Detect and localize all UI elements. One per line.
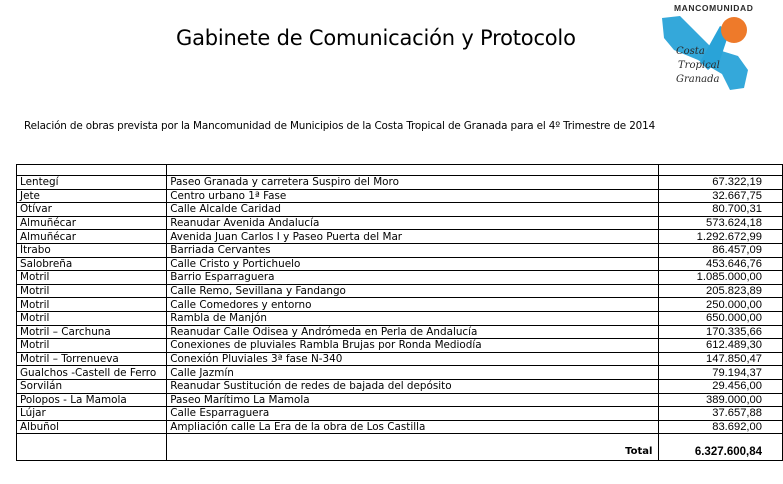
amount-cell: 29.456,00	[659, 379, 783, 393]
table-row	[17, 257, 783, 271]
work-cell: Barrio Esparraguera	[167, 271, 659, 285]
table-row	[17, 230, 783, 244]
work-cell: Calle Cristo y Portichuelo	[167, 257, 659, 271]
table-row	[17, 284, 783, 298]
work-cell: Paseo Granada y carretera Suspiro del Moro	[167, 176, 659, 190]
amount-cell: 37.657,88	[659, 407, 783, 421]
table-row	[17, 311, 783, 325]
amount-cell: 80.700,31	[659, 203, 783, 217]
logo-word-costa: Costa	[676, 46, 705, 57]
work-cell: Reanudar Sustitución de redes de bajada del depósito	[167, 379, 659, 393]
amount-cell: 83.692,00	[659, 420, 783, 434]
table-row	[17, 298, 783, 312]
municipality-cell: Motril	[17, 311, 167, 325]
logo-caption: MANCOMUNIDAD	[674, 3, 754, 13]
amount-cell: 453.646,76	[659, 257, 783, 271]
municipality-cell: Albuñol	[17, 420, 167, 434]
works-table	[16, 164, 783, 461]
table-row	[17, 393, 783, 407]
work-cell: Paseo Marítimo La Mamola	[167, 393, 659, 407]
work-cell: Ampliación calle La Era de la obra de Los Castilla	[167, 420, 659, 434]
work-cell: Centro urbano 1ª Fase	[167, 189, 659, 203]
municipality-cell: Motril	[17, 284, 167, 298]
table-row	[17, 243, 783, 257]
amount-cell: 1.085.000,00	[659, 271, 783, 285]
municipality-cell: Motril – Carchuna	[17, 325, 167, 339]
total-label: Total	[167, 434, 659, 461]
municipality-cell: Jete	[17, 189, 167, 203]
amount-cell: 573.624,18	[659, 216, 783, 230]
municipality-cell: Sorvilán	[17, 379, 167, 393]
municipality-cell: Almuñécar	[17, 230, 167, 244]
amount-cell: 79.194,37	[659, 366, 783, 380]
total-value: 6.327.600,84	[659, 434, 783, 461]
work-cell: Conexión Pluviales 3ª fase N-340	[167, 352, 659, 366]
amount-cell: 86.457,09	[659, 243, 783, 257]
table-row	[17, 420, 783, 434]
logo-word-granada: Granada	[676, 74, 720, 85]
municipality-cell: Motril	[17, 339, 167, 353]
table-row	[17, 339, 783, 353]
amount-cell: 170.335,66	[659, 325, 783, 339]
work-cell: Calle Jazmín	[167, 366, 659, 380]
work-cell: Reanudar Avenida Andalucía	[167, 216, 659, 230]
amount-cell: 1.292.672,99	[659, 230, 783, 244]
table-row	[17, 325, 783, 339]
work-cell: Calle Esparraguera	[167, 407, 659, 421]
municipality-cell: Almuñécar	[17, 216, 167, 230]
work-cell: Rambla de Manjón	[167, 311, 659, 325]
amount-cell: 612.489,30	[659, 339, 783, 353]
logo-word-tropical: Tropical	[678, 60, 720, 71]
municipality-cell: Motril	[17, 271, 167, 285]
amount-cell: 250.000,00	[659, 298, 783, 312]
page-title: Gabinete de Comunicación y Protocolo	[176, 26, 576, 50]
municipality-cell: Otívar	[17, 203, 167, 217]
subtitle: Relación de obras prevista por la Mancomunidad de Municipios de la Costa Tropical de Granada para el 4º Trimestre de 2014	[24, 120, 656, 132]
table-row	[17, 407, 783, 421]
work-cell: Barriada Cervantes	[167, 243, 659, 257]
municipality-cell: Salobreña	[17, 257, 167, 271]
municipality-cell: Motril	[17, 298, 167, 312]
table-row	[17, 189, 783, 203]
table-row	[17, 352, 783, 366]
table-spacer-row	[17, 165, 783, 176]
municipality-cell: Lújar	[17, 407, 167, 421]
work-cell: Calle Comedores y entorno	[167, 298, 659, 312]
table-row	[17, 379, 783, 393]
municipality-cell: Polopos - La Mamola	[17, 393, 167, 407]
municipality-cell: Motril – Torrenueva	[17, 352, 167, 366]
table-row	[17, 216, 783, 230]
amount-cell: 32.667,75	[659, 189, 783, 203]
work-cell: Calle Alcalde Caridad	[167, 203, 659, 217]
table-row	[17, 176, 783, 190]
amount-cell: 147.850,47	[659, 352, 783, 366]
amount-cell: 650.000,00	[659, 311, 783, 325]
amount-cell: 205.823,89	[659, 284, 783, 298]
municipality-cell: Lentegí	[17, 176, 167, 190]
table-row	[17, 271, 783, 285]
table-row	[17, 203, 783, 217]
work-cell: Conexiones de pluviales Rambla Brujas por Ronda Mediodía	[167, 339, 659, 353]
amount-cell: 389.000,00	[659, 393, 783, 407]
municipality-cell: Ítrabo	[17, 243, 167, 257]
table-row	[17, 366, 783, 380]
total-row	[17, 434, 783, 461]
work-cell: Avenida Juan Carlos I y Paseo Puerta del Mar	[167, 230, 659, 244]
mancomunidad-logo	[660, 0, 760, 95]
work-cell: Reanudar Calle Odisea y Andrómeda en Perla de Andalucía	[167, 325, 659, 339]
amount-cell: 67.322,19	[659, 176, 783, 190]
work-cell: Calle Remo, Sevillana y Fandango	[167, 284, 659, 298]
municipality-cell: Gualchos -Castell de Ferro	[17, 366, 167, 380]
